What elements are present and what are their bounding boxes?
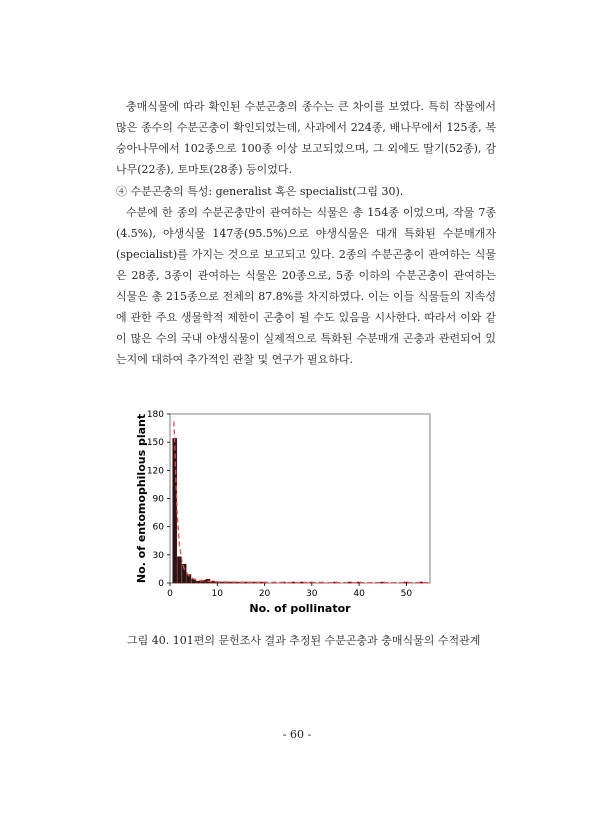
bar — [173, 438, 177, 583]
x-tick-label: 30 — [306, 589, 318, 599]
y-tick-label: 120 — [146, 466, 164, 477]
y-tick-label: 180 — [146, 410, 164, 420]
y-tick-label: 0 — [158, 579, 164, 589]
x-tick-label: 50 — [400, 589, 413, 599]
y-tick-label: 150 — [146, 438, 164, 449]
plot-area-frame — [170, 414, 430, 583]
section-heading-generalist-specialist: ④ 수분곤충의 특성: generalist 혹은 specialist(그림 30). — [116, 185, 404, 198]
paragraph-specialist-analysis: 수분에 한 종의 수분곤충만이 관여하는 식물은 총 154종 이었으며, 작물 7종(4.5%), 야생식물 147종(95.5%)으로 야생식물은 대개 특화된 수분매개자(specialist)를 가지는 것으로 보고되고 있다. 2종의 수분곤충이 관여하는 식물은 28종, 3종이 관여하는 식물은 20종으로, 5종 이하의 수분곤충이 관여하는 식물은 총 215종으로 전체의 87.8%를 차지하였다. 이는 이들 식물들의 지속성에 관한 주요 생물학적 제한이 곤충이 될 수도 있음을 시사한다. 따라서 이와 같이 많은 수의 국내 야생식물이 실제적으로 특화된 수분매개 곤충과 관련되어 있는지에 대하여 추가적인 관찰 및 연구가 필요하다. — [116, 206, 496, 366]
x-tick-label: 20 — [258, 589, 271, 599]
bar — [196, 581, 200, 583]
page-number: - 60 - — [282, 728, 312, 741]
x-axis-label: No. of pollinator — [249, 602, 351, 615]
y-tick-label: 60 — [152, 522, 164, 533]
x-tick-label: 40 — [353, 589, 365, 599]
y-axis-label: No. of entomophilous plant — [135, 413, 148, 584]
y-tick-label: 30 — [152, 550, 164, 561]
x-tick-label: 0 — [167, 589, 173, 599]
x-axis — [167, 583, 412, 599]
bar — [177, 557, 181, 583]
bar — [244, 582, 248, 583]
y-axis — [147, 410, 170, 589]
y-tick-label: 90 — [152, 494, 164, 505]
figure-caption: 그림 40. 101편의 문헌조사 결과 추정된 수분곤충과 충매식물의 수적관계 — [127, 634, 481, 647]
x-tick-label: 10 — [211, 589, 223, 599]
bar — [348, 582, 352, 583]
pollinator-bar-chart — [132, 404, 444, 619]
paragraph-crop-pollinators: 충매식물에 따라 확인된 수분곤충의 종수는 큰 차이를 보였다. 특히 작물에서 많은 종수의 수분곤충이 확인되었는데, 사과에서 224종, 배나무에서 125종, 복숭아나무에서 102종으로 100종 이상 보고되었으며, 그 외에도 딸기(52종), 감나무(22종), 토마토(28종) 등이었다. — [116, 100, 496, 176]
